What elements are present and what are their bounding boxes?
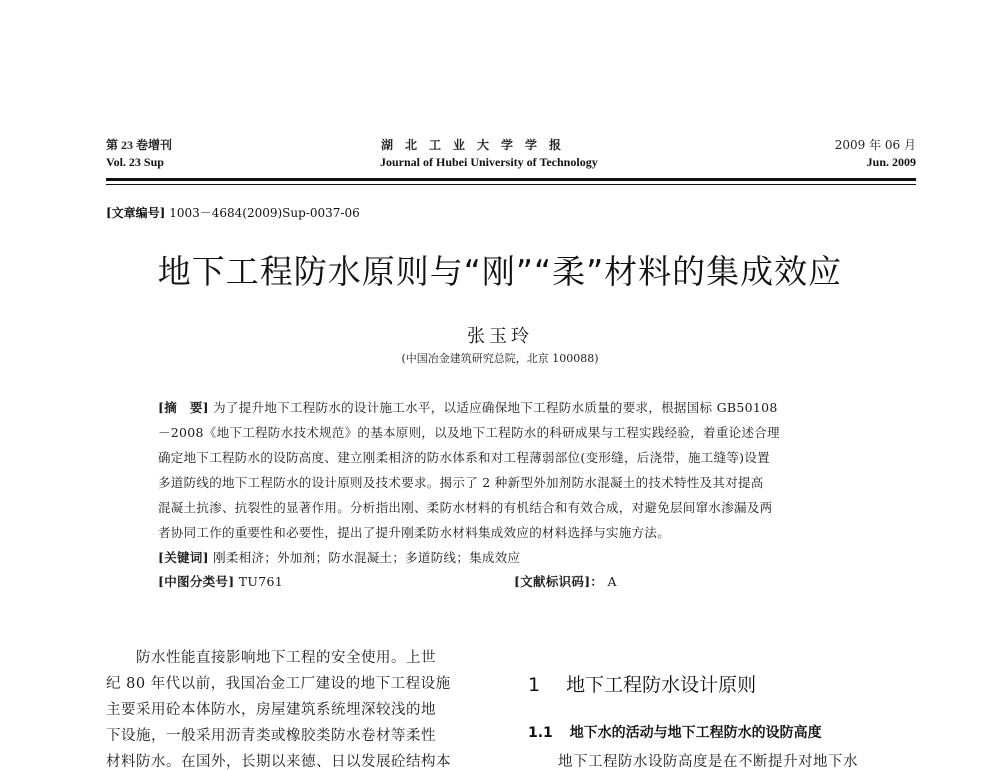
journal-title-cn: 湖 北 工 业 大 学 学 报 (381, 138, 562, 152)
date-en: Jun. 2009 (866, 155, 916, 169)
journal-title-en: Journal of Hubei University of Technology (380, 155, 598, 169)
author: 张玉玲 (467, 326, 533, 347)
abstract-text-1: 为了提升地下工程防水的设计施工水平，以适应确保地下工程防水质量的要求，根据国标 GB50108 (213, 400, 778, 415)
classification (158, 572, 283, 590)
header-rule-thin (106, 184, 916, 185)
article-id-value: 1003－4684(2009)Sup-0037-06 (169, 206, 360, 220)
doc-code (514, 572, 617, 590)
section-heading-1 (528, 670, 756, 697)
body-right-line-1: 地下工程防水设防高度是在不断提升对地下水 (528, 754, 858, 770)
page-title: 地下工程防水原则与“刚”“柔”材料的集成效应 (157, 252, 843, 291)
abstract-line-4: 多道防线的地下工程防水的设计原则及技术要求。揭示了 2 种新型外加剂防水混凝土的技术特性及其对提高 (158, 475, 764, 490)
abstract-line-6: 者协同工作的重要性和必要性，提出了提升刚柔防水材料集成效应的材料选择与实施方法。 (158, 525, 671, 540)
keywords-value: 刚柔相济；外加剂；防水混凝土；多道防线；集成效应 (213, 550, 521, 565)
article-id (106, 204, 360, 221)
body-left-line-4: 下设施，一般采用沥青类或橡胶类防水卷材等柔性 (106, 728, 436, 744)
abstract-line-5: 混凝土抗渗、抗裂性的显著作用。分析指出刚、柔防水材料的有机结合和有效合成，对避免层间窜水渗漏及两 (158, 500, 773, 515)
article-id-label: [文章编号] (106, 206, 166, 220)
doc-code-label: [文献标识码]： (514, 574, 604, 589)
doc-code-value: A (607, 574, 617, 589)
section-1-title: 地下工程防水设计原则 (566, 674, 757, 696)
issue-cn: 第 23 卷增刊 (106, 138, 173, 152)
abstract-line-1 (158, 398, 778, 416)
classification-label: [中图分类号] (158, 574, 235, 589)
body-left-line-3: 主要采用砼本体防水，房屋建筑系统埋深较浅的地 (106, 702, 436, 718)
abstract-line-3: 确定地下工程防水的设防高度、建立刚柔相济的防水体系和对工程薄弱部位(变形缝，后浇带，施工缝等)设置 (158, 450, 770, 465)
abstract-label: [摘 要] (158, 400, 209, 415)
keywords-label: [关键词] (158, 550, 209, 565)
body-left-line-2: 纪 80 年代以前，我国冶金工厂建设的地下工程设施 (106, 676, 451, 692)
abstract-line-2: －2008《地下工程防水技术规范》的基本原则，以及地下工程防水的科研成果与工程实践经验，着重论述合理 (158, 425, 780, 440)
header-rule-thick (106, 178, 916, 181)
body-left-line-5: 材料防水。在国外，长期以来德、日以发展砼结构本 (106, 754, 451, 770)
date-cn: 2009 年 06 月 (834, 138, 916, 152)
classification-value: TU761 (238, 574, 283, 589)
keywords (158, 548, 520, 566)
subsection-heading-1-1 (528, 722, 822, 742)
subsection-1-1-number: 1.1 (528, 725, 553, 741)
issue-en: Vol. 23 Sup (106, 155, 164, 169)
subsection-1-1-title: 地下水的活动与地下工程防水的设防高度 (569, 725, 822, 741)
section-1-number: 1 (528, 674, 541, 696)
affiliation: (中国冶金建筑研究总院，北京 100088) (401, 352, 599, 365)
body-left-line-1: 防水性能直接影响地下工程的安全使用。上世 (106, 650, 436, 666)
